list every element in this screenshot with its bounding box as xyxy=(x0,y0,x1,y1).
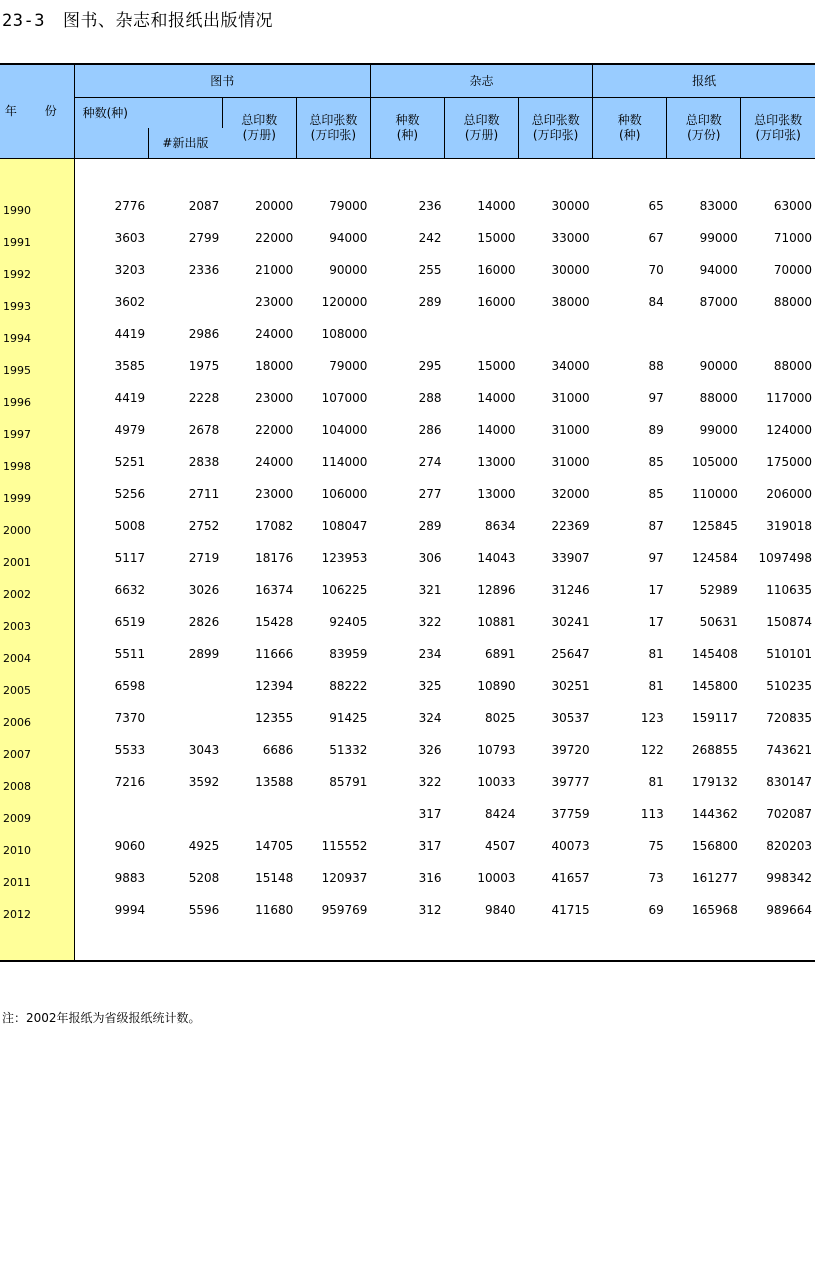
cell-m-print: 10003 xyxy=(477,870,516,885)
cell-m-sheets: 38000 xyxy=(551,294,590,309)
cell-n-species: 113 xyxy=(640,806,664,821)
cell-m-species: 277 xyxy=(418,486,442,501)
footnote: 注：2002年报纸为省级报纸统计数。 xyxy=(2,1011,201,1025)
cell-n-sheets: 88000 xyxy=(773,358,812,373)
cell-n-sheets: 117000 xyxy=(766,390,812,405)
cell-m-print: 8634 xyxy=(485,518,516,533)
year-cell: 1991 xyxy=(0,223,74,255)
cell-n-species: 87 xyxy=(648,518,664,533)
cell-n-species: 70 xyxy=(648,262,664,277)
table-row xyxy=(0,287,815,319)
cell-b-new: 1975 xyxy=(188,358,220,373)
cell-b-species: 9994 xyxy=(114,902,146,917)
cell-n-sheets: 110635 xyxy=(766,582,812,597)
cell-n-species: 122 xyxy=(640,742,664,757)
cell-m-print: 8025 xyxy=(485,710,516,725)
cell-n-species: 88 xyxy=(648,358,664,373)
cell-n-sheets: 70000 xyxy=(773,262,812,277)
cell-b-species: 6598 xyxy=(114,678,146,693)
cell-b-sheets: 107000 xyxy=(321,390,368,405)
cell-b-print: 16374 xyxy=(255,582,294,597)
books-new-header: #新出版 xyxy=(148,128,222,159)
cell-b-sheets: 79000 xyxy=(329,198,368,213)
cell-b-sheets: 91425 xyxy=(329,710,368,725)
cell-m-species: 317 xyxy=(418,806,442,821)
cell-b-print: 15428 xyxy=(255,614,294,629)
cell-b-new: 2678 xyxy=(188,422,220,437)
cell-n-sheets: 150874 xyxy=(766,614,812,629)
cell-n-species: 97 xyxy=(648,390,664,405)
cell-n-species: 123 xyxy=(640,710,664,725)
books-sheets-header: 总印张数 (万印张) xyxy=(296,98,370,159)
year-cell: 2007 xyxy=(0,735,74,767)
cell-n-print xyxy=(667,319,741,351)
cell-b-new xyxy=(148,287,222,319)
year-cell: 1993 xyxy=(0,287,74,319)
table-row xyxy=(0,799,815,831)
magazines-group-header: 杂志 xyxy=(370,64,592,98)
table-row xyxy=(0,447,815,479)
page-title xyxy=(2,6,273,31)
year-cell: 1990 xyxy=(0,191,74,223)
cell-m-print: 10881 xyxy=(477,614,516,629)
cell-m-sheets: 31246 xyxy=(551,582,590,597)
cell-b-print: 18176 xyxy=(255,550,294,565)
news-sheets-header: 总印张数 (万印张) xyxy=(741,98,815,159)
spacer-year-cell xyxy=(0,159,74,191)
cell-n-sheets: 175000 xyxy=(766,454,812,469)
cell-b-new: 3043 xyxy=(188,742,220,757)
table-row xyxy=(0,831,815,863)
cell-n-sheets: 830147 xyxy=(766,774,812,789)
cell-b-sheets: 120937 xyxy=(321,870,368,885)
cell-b-print: 24000 xyxy=(255,454,294,469)
cell-b-sheets: 88222 xyxy=(329,678,368,693)
cell-m-sheets: 25647 xyxy=(551,646,590,661)
cell-m-print: 10793 xyxy=(477,742,516,757)
table-number: 23-3 xyxy=(2,11,45,31)
cell-n-print: 156800 xyxy=(692,838,738,853)
table-row xyxy=(0,511,815,543)
year-cell: 2009 xyxy=(0,799,74,831)
cell-n-print: 145408 xyxy=(692,646,738,661)
cell-n-print: 165968 xyxy=(692,902,738,917)
cell-m-sheets: 41657 xyxy=(551,870,590,885)
cell-b-species: 9883 xyxy=(114,870,146,885)
cell-n-print: 105000 xyxy=(692,454,738,469)
cell-b-sheets: 83959 xyxy=(329,646,368,661)
cell-m-sheets: 31000 xyxy=(551,390,590,405)
newspapers-group-header: 报纸 xyxy=(593,64,815,98)
cell-b-sheets: 108000 xyxy=(321,326,368,341)
cell-n-species: 17 xyxy=(648,582,664,597)
cell-b-new: 2711 xyxy=(188,486,220,501)
cell-b-print: 22000 xyxy=(255,230,294,245)
cell-b-new: 2228 xyxy=(188,390,220,405)
cell-m-species: 295 xyxy=(418,358,442,373)
cell-n-print: 50631 xyxy=(699,614,738,629)
table-title: 图书、杂志和报纸出版情况 xyxy=(62,11,273,31)
cell-b-new: 2799 xyxy=(188,230,220,245)
table-row xyxy=(0,351,815,383)
year-cell: 2002 xyxy=(0,575,74,607)
books-total-print-header: 总印数 (万册) xyxy=(222,98,296,159)
cell-b-species: 5251 xyxy=(114,454,146,469)
cell-b-species: 6632 xyxy=(114,582,146,597)
cell-m-species: 236 xyxy=(418,198,442,213)
cell-b-sheets: 79000 xyxy=(329,358,368,373)
cell-b-new: 2986 xyxy=(188,326,220,341)
cell-b-new: 2826 xyxy=(188,614,220,629)
cell-b-sheets: 106225 xyxy=(321,582,368,597)
cell-m-sheets: 22369 xyxy=(551,518,590,533)
cell-b-sheets: 114000 xyxy=(321,454,368,469)
cell-m-sheets: 37759 xyxy=(551,806,590,821)
cell-n-species: 69 xyxy=(648,902,664,917)
cell-n-sheets: 124000 xyxy=(766,422,812,437)
cell-m-species: 289 xyxy=(418,518,442,533)
cell-n-print: 144362 xyxy=(692,806,738,821)
cell-b-print: 24000 xyxy=(255,326,294,341)
cell-n-species: 89 xyxy=(648,422,664,437)
cell-b-print: 12394 xyxy=(255,678,294,693)
cell-m-species: 289 xyxy=(418,294,442,309)
cell-m-species: 255 xyxy=(418,262,442,277)
cell-b-species: 7370 xyxy=(114,710,146,725)
cell-m-sheets: 30000 xyxy=(551,198,590,213)
cell-b-species: 4979 xyxy=(114,422,146,437)
cell-n-species: 85 xyxy=(648,454,664,469)
cell-m-sheets: 39720 xyxy=(551,742,590,757)
cell-n-print: 87000 xyxy=(699,294,738,309)
cell-b-new: 3592 xyxy=(188,774,220,789)
cell-b-species xyxy=(74,799,148,831)
cell-m-print: 15000 xyxy=(477,358,516,373)
cell-m-species: 322 xyxy=(418,614,442,629)
table-row xyxy=(0,319,815,351)
cell-b-species: 3203 xyxy=(114,262,146,277)
cell-m-print xyxy=(444,319,518,351)
cell-n-sheets: 88000 xyxy=(773,294,812,309)
year-cell: 2011 xyxy=(0,863,74,895)
cell-n-species: 75 xyxy=(648,838,664,853)
cell-b-print: 15148 xyxy=(255,870,294,885)
cell-n-sheets xyxy=(741,319,815,351)
year-cell: 2003 xyxy=(0,607,74,639)
books-species-header: 种数(种) xyxy=(74,98,222,129)
cell-b-print: 14705 xyxy=(255,838,294,853)
cell-n-species: 81 xyxy=(648,646,664,661)
cell-b-sheets: 106000 xyxy=(321,486,368,501)
cell-n-print: 125845 xyxy=(692,518,738,533)
cell-m-print: 10890 xyxy=(477,678,516,693)
cell-b-sheets: 51332 xyxy=(329,742,368,757)
cell-m-print: 12896 xyxy=(477,582,516,597)
cell-m-species: 322 xyxy=(418,774,442,789)
cell-b-new: 2087 xyxy=(188,198,220,213)
cell-m-species: 306 xyxy=(418,550,442,565)
cell-m-sheets: 31000 xyxy=(551,454,590,469)
cell-b-species: 5256 xyxy=(114,486,146,501)
year-cell: 2010 xyxy=(0,831,74,863)
cell-n-print: 99000 xyxy=(699,422,738,437)
cell-m-print: 4507 xyxy=(485,838,516,853)
cell-n-print: 83000 xyxy=(699,198,738,213)
cell-b-print: 11680 xyxy=(255,902,294,917)
cell-m-print: 10033 xyxy=(477,774,516,789)
cell-n-sheets: 720835 xyxy=(766,710,812,725)
cell-b-print: 17082 xyxy=(255,518,294,533)
cell-n-sheets: 71000 xyxy=(773,230,812,245)
cell-b-print: 20000 xyxy=(255,198,294,213)
table-row xyxy=(0,479,815,511)
cell-b-species: 5511 xyxy=(114,646,146,661)
table-row xyxy=(0,671,815,703)
cell-b-sheets: 120000 xyxy=(321,294,368,309)
cell-m-species: 326 xyxy=(418,742,442,757)
cell-b-species: 4419 xyxy=(114,390,146,405)
cell-n-print: 145800 xyxy=(692,678,738,693)
table-row xyxy=(0,703,815,735)
cell-n-species: 81 xyxy=(648,774,664,789)
year-cell: 1997 xyxy=(0,415,74,447)
table-row xyxy=(0,639,815,671)
cell-m-print: 14000 xyxy=(477,422,516,437)
cell-m-species: 242 xyxy=(418,230,442,245)
cell-b-print: 18000 xyxy=(255,358,294,373)
table-row xyxy=(0,575,815,607)
cell-b-sheets: 115552 xyxy=(321,838,368,853)
cell-m-print: 6891 xyxy=(485,646,516,661)
year-cell: 1992 xyxy=(0,255,74,287)
table-row xyxy=(0,543,815,575)
cell-b-new: 3026 xyxy=(188,582,220,597)
cell-n-sheets: 206000 xyxy=(766,486,812,501)
cell-m-species: 325 xyxy=(418,678,442,693)
cell-m-species: 324 xyxy=(418,710,442,725)
cell-n-sheets: 510101 xyxy=(766,646,812,661)
year-cell: 2004 xyxy=(0,639,74,671)
table-row xyxy=(0,383,815,415)
cell-b-print: 6686 xyxy=(262,742,294,757)
cell-n-print: 88000 xyxy=(699,390,738,405)
cell-m-species: 312 xyxy=(418,902,442,917)
cell-n-species: 67 xyxy=(648,230,664,245)
cell-n-sheets: 1097498 xyxy=(758,550,812,565)
table-body xyxy=(0,159,815,961)
cell-m-print: 14000 xyxy=(477,198,516,213)
cell-n-sheets: 702087 xyxy=(766,806,812,821)
cell-b-sheets: 92405 xyxy=(329,614,368,629)
cell-m-sheets: 33000 xyxy=(551,230,590,245)
year-cell: 2001 xyxy=(0,543,74,575)
cell-b-new: 2899 xyxy=(188,646,220,661)
year-cell: 2006 xyxy=(0,703,74,735)
cell-b-print: 23000 xyxy=(255,390,294,405)
year-cell: 1994 xyxy=(0,319,74,351)
cell-m-print: 14043 xyxy=(477,550,516,565)
cell-m-sheets: 30241 xyxy=(551,614,590,629)
cell-n-print: 52989 xyxy=(699,582,738,597)
cell-b-new: 2838 xyxy=(188,454,220,469)
cell-b-new xyxy=(148,671,222,703)
year-cell: 2008 xyxy=(0,767,74,799)
cell-m-species: 317 xyxy=(418,838,442,853)
year-cell: 1995 xyxy=(0,351,74,383)
cell-b-new xyxy=(148,703,222,735)
cell-n-print: 94000 xyxy=(699,262,738,277)
cell-m-print: 16000 xyxy=(477,294,516,309)
cell-m-sheets: 41715 xyxy=(551,902,590,917)
cell-n-print: 124584 xyxy=(692,550,738,565)
cell-m-print: 9840 xyxy=(485,902,516,917)
cell-m-species: 321 xyxy=(418,582,442,597)
cell-n-print: 161277 xyxy=(692,870,738,885)
year-cell: 2012 xyxy=(0,895,74,927)
cell-b-species: 5117 xyxy=(114,550,146,565)
mag-species-header: 种数 (种) xyxy=(370,98,444,159)
cell-n-species: 85 xyxy=(648,486,664,501)
cell-m-print: 13000 xyxy=(477,454,516,469)
cell-n-species: 97 xyxy=(648,550,664,565)
cell-b-print: 11666 xyxy=(255,646,294,661)
cell-n-species: 17 xyxy=(648,614,664,629)
year-cell: 1998 xyxy=(0,447,74,479)
cell-n-sheets: 743621 xyxy=(766,742,812,757)
cell-m-species: 286 xyxy=(418,422,442,437)
cell-m-print: 8424 xyxy=(485,806,516,821)
cell-b-new: 5596 xyxy=(188,902,220,917)
cell-b-print: 23000 xyxy=(255,294,294,309)
cell-b-species: 3602 xyxy=(114,294,146,309)
cell-m-species: 288 xyxy=(418,390,442,405)
cell-m-sheets: 39777 xyxy=(551,774,590,789)
year-header: 年 份 xyxy=(0,64,74,159)
cell-m-species: 274 xyxy=(418,454,442,469)
cell-b-new: 2752 xyxy=(188,518,220,533)
cell-b-print: 12355 xyxy=(255,710,294,725)
cell-b-sheets: 90000 xyxy=(329,262,368,277)
year-cell: 2000 xyxy=(0,511,74,543)
cell-m-sheets: 31000 xyxy=(551,422,590,437)
year-cell: 2005 xyxy=(0,671,74,703)
cell-m-sheets: 40073 xyxy=(551,838,590,853)
cell-b-sheets: 85791 xyxy=(329,774,368,789)
cell-n-print: 110000 xyxy=(692,486,738,501)
cell-b-sheets: 104000 xyxy=(321,422,368,437)
cell-b-species: 9060 xyxy=(114,838,146,853)
cell-m-sheets: 30000 xyxy=(551,262,590,277)
cell-n-sheets: 63000 xyxy=(773,198,812,213)
cell-b-sheets: 94000 xyxy=(329,230,368,245)
cell-b-sheets: 959769 xyxy=(321,902,368,917)
cell-n-print: 179132 xyxy=(692,774,738,789)
cell-b-new xyxy=(148,799,222,831)
news-total-print-header: 总印数 (万份) xyxy=(667,98,741,159)
cell-m-print: 16000 xyxy=(477,262,516,277)
cell-n-sheets: 989664 xyxy=(766,902,812,917)
cell-n-print: 90000 xyxy=(699,358,738,373)
cell-n-species: 81 xyxy=(648,678,664,693)
books-species-blank xyxy=(74,128,148,159)
cell-n-species: 65 xyxy=(648,198,664,213)
cell-b-new: 2336 xyxy=(188,262,220,277)
cell-b-species: 3585 xyxy=(114,358,146,373)
cell-m-print: 13000 xyxy=(477,486,516,501)
cell-b-new: 5208 xyxy=(188,870,220,885)
cell-n-print: 268855 xyxy=(692,742,738,757)
table-row xyxy=(0,767,815,799)
table-row xyxy=(0,895,815,927)
cell-b-species: 7216 xyxy=(114,774,146,789)
cell-n-print: 99000 xyxy=(699,230,738,245)
cell-b-sheets: 108047 xyxy=(321,518,368,533)
spacer-year-cell xyxy=(0,927,74,961)
cell-m-species: 234 xyxy=(418,646,442,661)
cell-n-species: 73 xyxy=(648,870,664,885)
cell-b-print xyxy=(222,799,296,831)
table-row xyxy=(0,255,815,287)
cell-n-print: 159117 xyxy=(692,710,738,725)
cell-b-print: 13588 xyxy=(255,774,294,789)
cell-m-print: 15000 xyxy=(477,230,516,245)
cell-b-species: 4419 xyxy=(114,326,146,341)
table-row xyxy=(0,863,815,895)
cell-n-species: 84 xyxy=(648,294,664,309)
cell-n-sheets: 510235 xyxy=(766,678,812,693)
table-row xyxy=(0,191,815,223)
cell-b-sheets: 123953 xyxy=(321,550,368,565)
cell-b-print: 23000 xyxy=(255,486,294,501)
cell-b-new: 4925 xyxy=(188,838,220,853)
cell-m-sheets xyxy=(519,319,593,351)
table-row xyxy=(0,223,815,255)
cell-m-species: 316 xyxy=(418,870,442,885)
cell-b-species: 5008 xyxy=(114,518,146,533)
table-row xyxy=(0,415,815,447)
cell-n-species xyxy=(593,319,667,351)
books-group-header: 图书 xyxy=(74,64,370,98)
cell-b-species: 2776 xyxy=(114,198,146,213)
cell-b-print: 21000 xyxy=(255,262,294,277)
cell-b-print: 22000 xyxy=(255,422,294,437)
news-species-header: 种数 (种) xyxy=(593,98,667,159)
cell-b-species: 3603 xyxy=(114,230,146,245)
cell-n-sheets: 998342 xyxy=(766,870,812,885)
year-cell: 1996 xyxy=(0,383,74,415)
cell-m-sheets: 33907 xyxy=(551,550,590,565)
cell-b-new: 2719 xyxy=(188,550,220,565)
cell-m-print: 14000 xyxy=(477,390,516,405)
publication-table xyxy=(0,63,815,962)
cell-m-species xyxy=(370,319,444,351)
mag-total-print-header: 总印数 (万册) xyxy=(444,98,518,159)
table-row xyxy=(0,735,815,767)
mag-sheets-header: 总印张数 (万印张) xyxy=(519,98,593,159)
cell-m-sheets: 30251 xyxy=(551,678,590,693)
year-cell: 1999 xyxy=(0,479,74,511)
cell-n-sheets: 319018 xyxy=(766,518,812,533)
table-row xyxy=(0,607,815,639)
cell-n-sheets: 820203 xyxy=(766,838,812,853)
cell-m-sheets: 32000 xyxy=(551,486,590,501)
cell-b-species: 6519 xyxy=(114,614,146,629)
cell-m-sheets: 30537 xyxy=(551,710,590,725)
cell-b-species: 5533 xyxy=(114,742,146,757)
cell-b-sheets xyxy=(296,799,370,831)
cell-m-sheets: 34000 xyxy=(551,358,590,373)
